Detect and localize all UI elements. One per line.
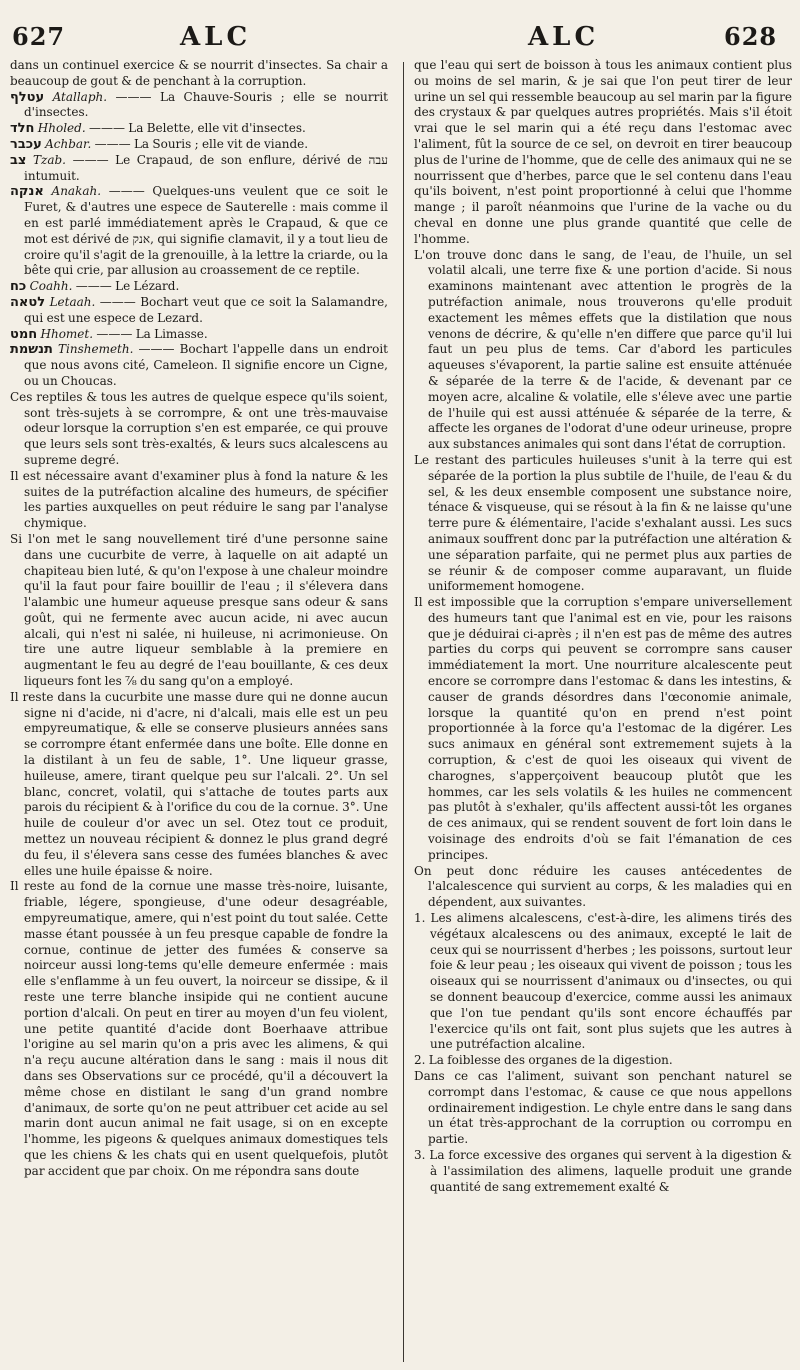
entry <box>10 121 388 137</box>
paragraph: Le restant des particules huileuses s'unit à la terre qui est séparée de la portion la plus subtile de l'huile, de l'eau & du sel, & les deux ensemble composent une substance noire, ténace & visqueuse, qui se résout à la fin & ne laisse qu'une terre pure & élémentaire, l'acide s'exhalant aussi. Les sucs animaux souffrent donc par la putréfaction une altération & une séparation parfaite, qui ne permet plus aux parties de se réunir & de composer comme auparavant, un fluide uniformement homogene. <box>414 452 792 594</box>
paragraph: On peut donc réduire les causes antécedentes de l'alcalescence qui survient au corps, & les maladies qui en dépendent, aux suivantes. <box>414 863 792 910</box>
entry <box>10 295 388 327</box>
paragraph: Il reste dans la cucurbite une masse dure qui ne donne aucun signe ni d'acide, ni d'acre, ni d'alcali, mais elle est un peu empyreumatique, & elle se conserve plusieurs années sans se corrompre étant enfermée dans une boîte. Elle donne en la distilant à un feu de sable, 1°. Une liqueur grasse, huileuse, amere, tirant quelque peu sur l'alcali. 2°. Un sel blanc, concret, volatil, qui s'attache de toutes parts aux parois du récipient & à l'orifice du cou de la cornue. 3°. Une huile de couleur d'or avec un sel. Otez tout ce produit, mettez un nouveau récipient & donnez le plus grand degré du feu, il s'élevera sans cesse des fumées blanches & avec elles une huile épaisse & noire. <box>10 689 388 878</box>
hebrew-word: לטאה <box>10 294 46 310</box>
page-number-left: 627 <box>12 22 66 51</box>
entry-text: ——— Le Lézard. <box>75 279 180 294</box>
hebrew-word: אנקה <box>10 184 44 200</box>
paragraph: Il reste au fond de la cornue une masse très-noire, luisante, friable, légere, spongieuse, d'une odeur desagréable, empyreumatique, amere, qui n'est point du tout salée. Cette masse étant poussée à un feu presque capable de fondre la cornue, continue de jetter des fumées & conserve sa noirceur aussi long-tems qu'elle demeure enfermée : mais elle s'enflamme à un feu ouvert, la noirceur se dissipe, & il reste une terre blanche insipide qui ne contient aucune portion d'alcali. On peut en tirer au moyen d'un feu violent, une petite quantité d'acide dont Boerhaave attribue l'origine au sel marin qu'on a pris avec les alimens, & qui n'a reçu aucune altération dans le sang : mais il nous dit dans ses Observations sur ce procédé, qu'il a découvert la même chose en distilant le sang d'un grand nombre d'animaux, de sorte qu'on ne peut attribuer cet acide au sel marin dont aucun animal ne fait usage, si on en excepte l'homme, les pigeons & quelques animaux domestiques tels que les chiens & les chats qui en usent quelquefois, plutôt par accident que par choix. On me répondra sans doute <box>10 879 388 1178</box>
entry-text: ——— La Limasse. <box>96 326 208 341</box>
hebrew-word: חמט <box>10 326 38 342</box>
guide-word-right: ALC <box>528 22 600 52</box>
entry <box>10 184 388 279</box>
transliteration: Achbar. <box>45 136 92 151</box>
guide-word-left: ALC <box>180 22 252 52</box>
transliteration: Hholed. <box>37 121 86 136</box>
entry-text: ——— La Souris ; elle vit de viande. <box>94 136 309 151</box>
transliteration: Letaah. <box>49 294 96 309</box>
hebrew-word: עכבר <box>10 136 42 152</box>
list-item: 1. Les alimens alcalescens, c'est-à-dire, les alimens tirés des végétaux alcalescens ou des animaux, excepté le lait de ceux qui se nourrissent d'herbes ; les poissons, surtout leur foie & leur peau ; les oiseaux qui vivent de poisson ; tous les oiseaux qui se nourrissent d'animaux ou d'insectes, ou qui se donnent beaucoup d'exercice, comme aussi les animaux que l'on tue pendant qu'ils sont encore échauffés par l'exercice qu'ils ont fait, sont plus sujets que les autres à une putréfaction alcaline. <box>414 911 792 1052</box>
hebrew-entries <box>10 90 388 390</box>
entry-text: ——— La Belette, elle vit d'insectes. <box>88 121 306 136</box>
transliteration: Anakah. <box>51 184 102 199</box>
list-item: 2. La foiblesse des organes de la digestion. <box>414 1053 673 1068</box>
entry-text: ——— Quelques-uns veulent que ce soit le Furet, & d'autres une espece de Sauterelle : mais comme il en est parlé immédiatement après le Crapaud, & que ce mot est dérivé de אנק, qui signifie clamavit, il y a tout lieu de croire qu'il s'agit de la grenouille, à la lettre la criarde, ou la bête qui crie, par allusion au croassement de ce reptile. <box>24 184 388 278</box>
entry-text: ——— Bochart veut que ce soit la Salamandre, qui est une espece de Lezard. <box>24 294 388 325</box>
entry-text: ——— La Chauve-Souris ; elle se nourrit d'insectes. <box>24 89 388 120</box>
transliteration: Atallaph. <box>52 89 108 104</box>
entry <box>10 90 388 122</box>
running-header <box>0 0 800 56</box>
transliteration: Tzab. <box>33 152 66 167</box>
page-number-right: 628 <box>724 22 778 51</box>
column-divider <box>403 62 404 1362</box>
hebrew-word: צב <box>10 152 27 168</box>
paragraph: Si l'on met le sang nouvellement tiré d'une personne saine dans une cucurbite de verre, à laquelle on ait adapté un chapiteau bien luté, & qu'on l'expose à une chaleur moindre qu'il la faut pour faire bouillir de l'eau ; il s'élevera dans l'alambic une humeur aqueuse presque sans odeur & sans goût, qui ne fermente avec aucun acide, ni avec aucun alcali, qui n'est ni salée, ni huileuse, ni acrimonieuse. On tire une autre liqueur semblable à la premiere en augmentant le feu au degré de l'eau bouillante, & ces deux liqueurs font les ⅞ du sang qu'on a employé. <box>10 531 388 689</box>
entry <box>10 153 388 185</box>
paragraph: que l'eau qui sert de boisson à tous les animaux contient plus ou moins de sel marin, & je sai que l'on peut tirer de leur urine un sel qui ressemble beaucoup au sel marin par la figure des crystaux & par quelques autres propriétés. Mais s'il étoit vrai que le sel marin qui a été reçu dans l'estomac avec l'aliment, fût la source de ce sel, on devroit en tirer beaucoup plus de l'urine de l'homme, que de celle des animaux qui ne se nourrissent que d'herbes, parce que le sel contenu dans l'eau qu'ils boivent, n'est point proportionné à celui que l'homme mange ; il paroît néanmoins que l'urine de la vache ou du cheval en donne une plus grande quantité que celle de l'homme. <box>414 58 792 246</box>
transliteration: Coahh. <box>29 279 73 294</box>
paragraph: Dans ce cas l'aliment, suivant son penchant naturel se corrompt dans l'estomac, & cause ce que nous appellons ordinairement indigestion. Le chyle entre dans le sang dans un état très-approchant de la corruption ou corrompu en partie. <box>414 1069 792 1147</box>
entry <box>10 137 388 153</box>
paragraph: Il est nécessaire avant d'examiner plus à fond la nature & les suites de la putréfaction alcaline des humeurs, de spécifier les parties auxquelles on peut réduire le sang par l'analyse chymique. <box>10 468 388 531</box>
hebrew-word: כח <box>10 279 27 295</box>
entry <box>10 327 388 343</box>
entry <box>10 342 388 389</box>
list-item: 3. La force excessive des organes qui servent à la digestion & à l'assimilation des alimens, laquelle produit une grande quantité de sang extremement exalté & <box>414 1147 792 1194</box>
paragraph: L'on trouve donc dans le sang, de l'eau, de l'huile, un sel volatil alcali, une terre fixe & une portion d'acide. Si nous examinons maintenant avec attention le progrès de la putréfaction animale, nous trouverons qu'elle produit exactement les mêmes effets que la distilation que nous venons de décrire, & qu'elle n'en differe que parce qu'il lui faut un peu plus de tems. Car d'abord les particules aqueuses s'évaporent, la partie saline est ensuite atténuée & séparée de la terre & de l'acide, & devenant par ce moyen acre, alcaline & volatile, elle s'éleve avec une partie de l'huile qui est aussi atténuée & séparée de la terre, & affecte les organes de l'odorat d'une odeur urineuse, propre aux substances animales qui sont dans l'état de corruption. <box>414 247 792 452</box>
paragraph: dans un continuel exercice & se nourrit d'insectes. Sa chair a beaucoup de gout & de penchant à la corruption. <box>10 58 388 88</box>
transliteration: Hhomet. <box>40 326 94 341</box>
hebrew-word: חלד <box>10 121 35 137</box>
hebrew-word: עטלף <box>10 89 45 105</box>
right-column <box>414 58 792 1195</box>
transliteration: Tinshemeth. <box>58 342 134 357</box>
paragraph: Ces reptiles & tous les autres de quelque espece qu'ils soient, sont très-sujets à se corrompre, & ont une très-mauvaise odeur lorsque la corruption s'en est emparée, ce qui prouve que leurs sels sont très-exaltés, & leurs sucs alcalescens au supreme degré. <box>10 389 388 467</box>
entry-text: ——— Bochart l'appelle dans un endroit que nous avons cité, Cameleon. Il signifie encore un Cigne, ou un Choucas. <box>24 342 388 388</box>
left-column <box>10 58 388 1180</box>
hebrew-word: תנשמת <box>10 342 53 358</box>
entry <box>10 279 388 295</box>
entry-text: ——— Le Crapaud, de son enflure, dérivé de עבה intumuit. <box>24 152 388 183</box>
paragraph: Il est impossible que la corruption s'empare universellement des humeurs tant que l'animal est en vie, pour les raisons que je déduirai ci-après ; il n'en est pas de même des autres parties du corps qui peuvent se corrompre sans causer immédiatement la mort. Une nourriture alcalescente peut encore se corrompre dans l'estomac & dans les intestins, & causer de grands désordres dans l'œconomie animale, lorsque la quantité qu'on en prend n'est point proportionnée à la force qu'a l'estomac de la digérer. Les sucs animaux en général sont extremement sujets à la corruption, & c'est de quoi les oiseaux qui vivent de charognes, s'apperçoivent beaucoup plutôt que les hommes, car les sels volatils & les huiles ne commencent pas plutôt à s'exhaler, qu'ils affectent aussi-tôt les organes de ces animaux, qui se rendent souvent de fort loin dans le voisinage des endroits d'où se fait l'émanation de ces principes. <box>414 595 792 862</box>
